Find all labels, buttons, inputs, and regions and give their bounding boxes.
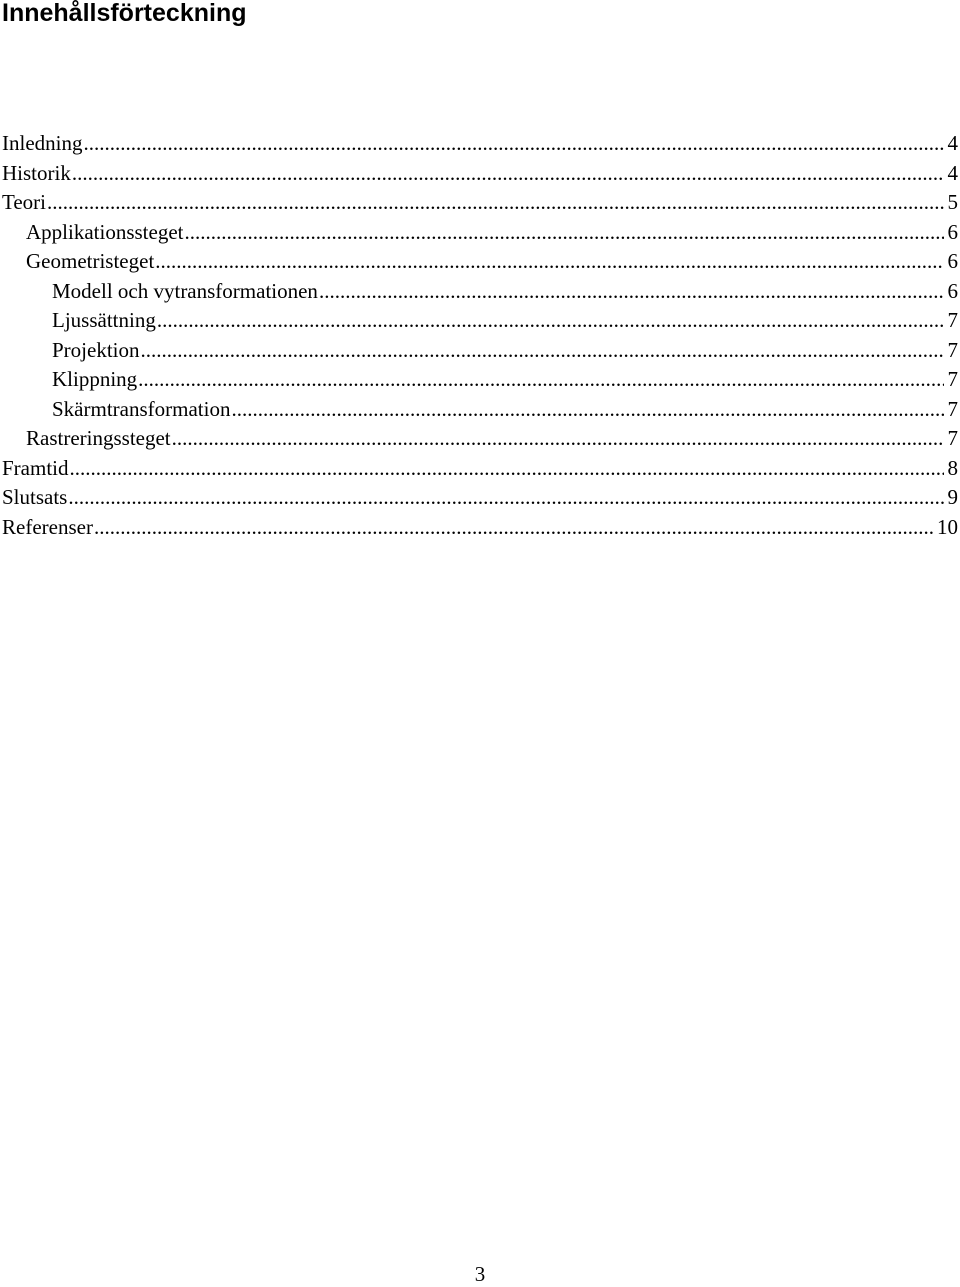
toc-entry-title: Rastreringssteget	[26, 426, 171, 450]
toc-entry[interactable]	[0, 277, 958, 307]
toc-entry[interactable]	[0, 218, 958, 248]
toc-entry[interactable]	[0, 424, 958, 454]
toc-entry-page: 7	[947, 308, 958, 332]
toc-entry-page: 4	[947, 160, 958, 185]
toc-entry-page: 10	[937, 514, 958, 539]
toc-entry-title: Referenser	[2, 514, 93, 539]
toc-dot-leader	[68, 483, 943, 513]
toc-entry[interactable]	[0, 483, 958, 513]
toc-entry-title: Ljussättning	[52, 308, 156, 332]
toc-entry-title: Klippning	[52, 367, 138, 391]
toc-dot-leader	[231, 395, 943, 425]
toc-entry-page: 9	[947, 485, 958, 509]
toc-dot-leader	[70, 454, 944, 484]
toc-entry[interactable]	[0, 454, 958, 484]
toc-dot-leader	[47, 188, 943, 218]
toc-entry-title: Projektion	[52, 337, 140, 362]
page-title: Innehållsförteckning	[2, 0, 247, 27]
toc-entry[interactable]	[0, 365, 958, 395]
toc-entry-page: 7	[947, 337, 958, 362]
toc-entry-title: Skärmtransformation	[52, 396, 231, 421]
toc-entry[interactable]	[0, 159, 958, 189]
toc-entry-title: Geometristeget	[26, 249, 155, 273]
page-number: 3	[474, 1262, 486, 1286]
toc-entry-title: Inledning	[2, 131, 83, 155]
toc-entry-page: 6	[947, 219, 958, 244]
toc-entry[interactable]	[0, 188, 958, 218]
toc-entry-title: Slutsats	[2, 485, 68, 509]
toc-entry-page: 7	[947, 396, 958, 421]
toc-entry-page: 5	[947, 190, 958, 214]
toc-entry-title: Applikationssteget	[26, 219, 184, 244]
toc-entry-page: 6	[947, 249, 958, 273]
toc-dot-leader	[157, 306, 944, 336]
toc-dot-leader	[138, 365, 943, 395]
toc-dot-leader	[172, 424, 944, 454]
toc-entry[interactable]	[0, 336, 958, 366]
toc-entry-title: Teori	[2, 190, 47, 214]
toc-dot-leader	[155, 247, 943, 277]
toc-dot-leader	[94, 513, 933, 543]
toc-entry[interactable]	[0, 129, 958, 159]
toc-dot-leader	[319, 277, 944, 307]
toc-entry[interactable]	[0, 306, 958, 336]
toc-entry-title: Modell och vytransformationen	[52, 278, 318, 303]
toc-dot-leader	[83, 129, 943, 159]
toc-entry-page: 8	[947, 455, 958, 480]
toc-entry-page: 4	[947, 131, 958, 155]
table-of-contents	[0, 129, 958, 542]
toc-dot-leader	[141, 336, 944, 366]
toc-entry-title: Historik	[2, 160, 71, 185]
toc-dot-leader	[184, 218, 943, 248]
toc-entry-title: Framtid	[2, 455, 69, 480]
toc-entry-page: 7	[947, 367, 958, 391]
toc-entry[interactable]	[0, 513, 958, 543]
toc-dot-leader	[72, 159, 944, 189]
toc-entry[interactable]	[0, 395, 958, 425]
toc-entry-page: 6	[947, 278, 958, 303]
toc-entry[interactable]	[0, 247, 958, 277]
toc-entry-page: 7	[947, 426, 958, 450]
